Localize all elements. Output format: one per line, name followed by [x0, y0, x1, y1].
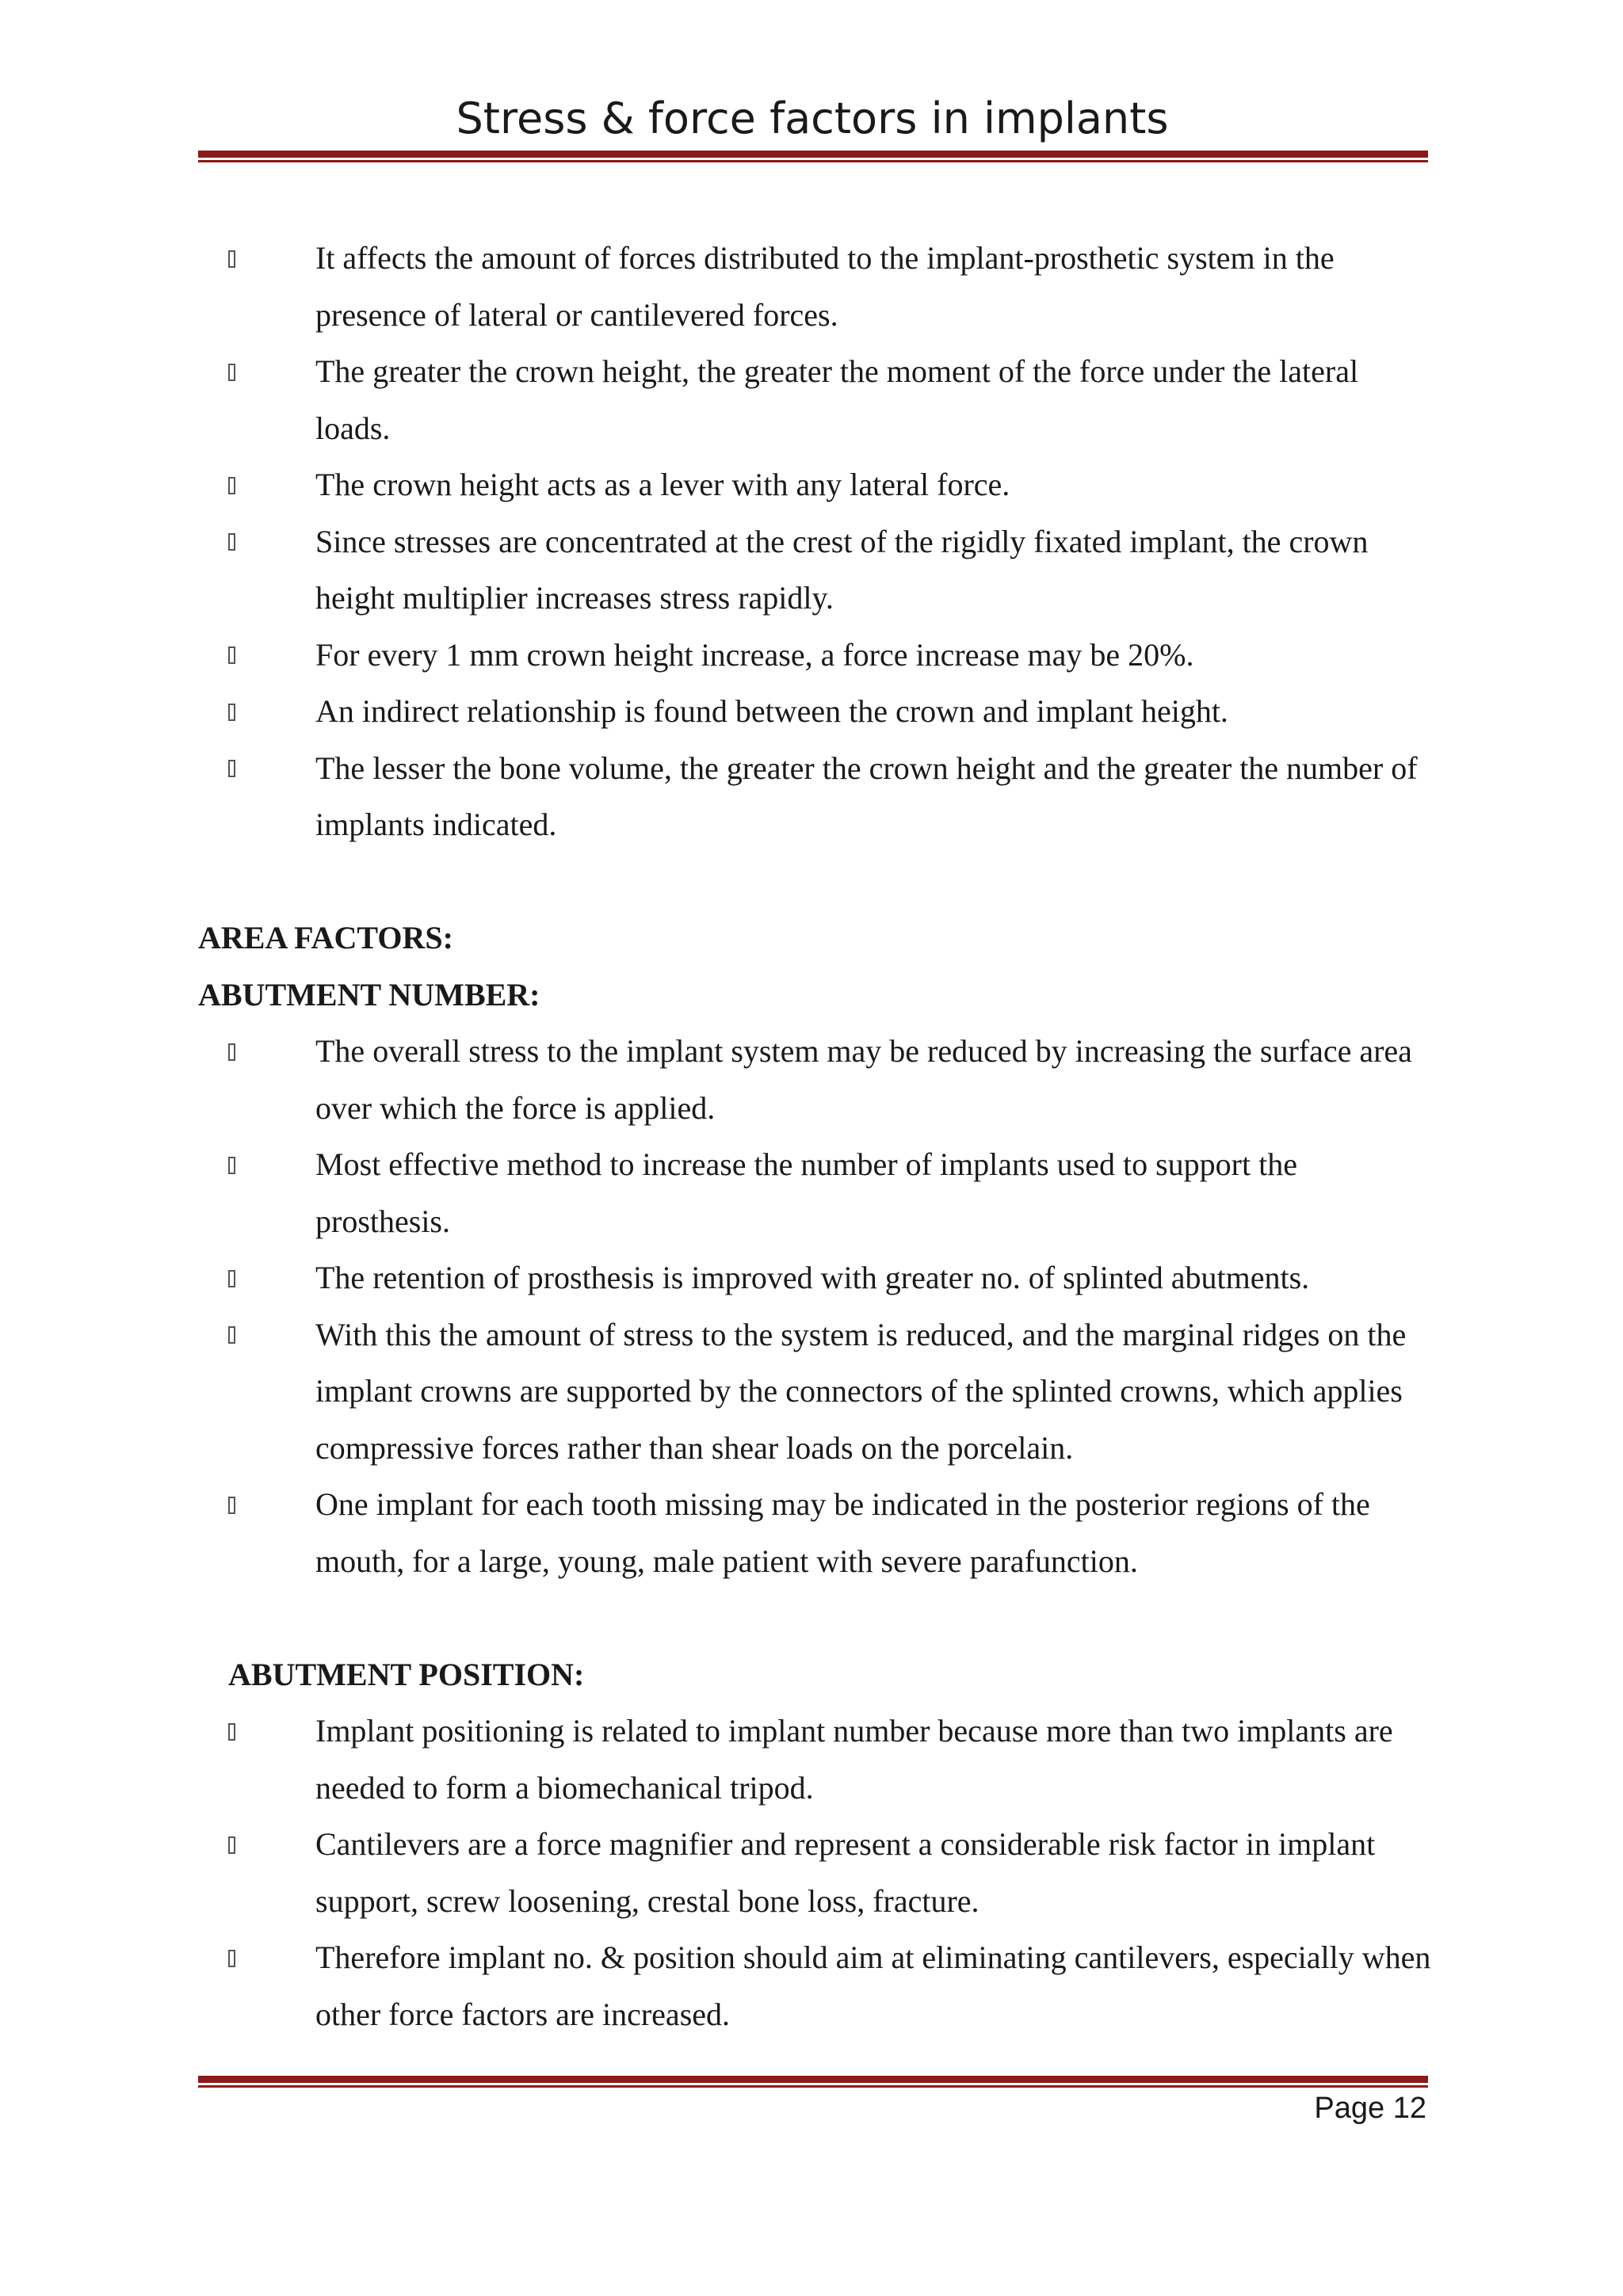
list-item-text: One implant for each tooth missing may be indicated in the posterior regions of the mouth, for a large, young, male patient with severe parafunction. [315, 1486, 1370, 1579]
bullet-marker-icon [228, 1929, 239, 1986]
list-item-text: With this the amount of stress to the system is reduced, and the marginal ridges on the implant crowns are supported by the connectors of the splinted crowns, which applies compressive forces rather than shear loads on the porcelain. [315, 1316, 1407, 1466]
bullet-marker-icon [228, 1306, 239, 1363]
list-item-text: The retention of prosthesis is improved with greater no. of splinted abutments. [315, 1260, 1310, 1295]
list-item-text: The overall stress to the implant system may be reduced by increasing the surface area over which the force is applied. [315, 1033, 1412, 1126]
list-item [198, 1703, 1434, 1816]
bullet-marker-icon [228, 343, 239, 400]
header-divider [198, 151, 1428, 162]
list-item [198, 343, 1434, 456]
list-item [198, 1306, 1434, 1477]
bullet-marker-icon [228, 456, 239, 513]
list-item [198, 456, 1434, 513]
bullet-marker-icon [228, 1816, 239, 1873]
page-number: Page 12 [1314, 2092, 1426, 2125]
list-item [198, 1249, 1434, 1306]
bullet-marker-icon [228, 1703, 239, 1760]
list-item-text: The crown height acts as a lever with any lateral force. [315, 467, 1010, 502]
list-item [198, 627, 1434, 684]
list-item [198, 740, 1434, 853]
list-item-text: The greater the crown height, the greater the moment of the force under the lateral loads. [315, 353, 1359, 446]
bullet-marker-icon [228, 1023, 239, 1080]
list-item-text: It affects the amount of forces distributed to the implant-prosthetic system in the presence of lateral or cantilevered forces. [315, 240, 1335, 333]
bullet-marker-icon [228, 1476, 239, 1533]
bullet-marker-icon [228, 683, 239, 740]
list-item [198, 513, 1434, 627]
list-item-text: Therefore implant no. & position should aim at eliminating cantilevers, especially when other force factors are increased. [315, 1939, 1431, 2032]
list-item-text: An indirect relationship is found between the crown and implant height. [315, 693, 1228, 729]
bullet-marker-icon [228, 1249, 239, 1306]
bullet-marker-icon [228, 1136, 239, 1193]
bullet-marker-icon [228, 627, 239, 684]
list-item [198, 1816, 1434, 1929]
list-item-text: Implant positioning is related to implant number because more than two implants are needed to form a biomechanical tripod. [315, 1713, 1393, 1806]
bullet-marker-icon [228, 230, 239, 287]
list-item-text: Most effective method to increase the number of implants used to support the prosthesis. [315, 1146, 1297, 1239]
list-item [198, 1023, 1434, 1136]
bullet-marker-icon [228, 740, 239, 797]
list-item-text: Cantilevers are a force magnifier and represent a considerable risk factor in implant support, screw loosening, crestal bone loss, fracture. [315, 1826, 1376, 1919]
list-item-text: For every 1 mm crown height increase, a force increase may be 20%. [315, 636, 1194, 673]
bullet-marker-icon [228, 513, 239, 570]
list-item [198, 683, 1434, 740]
list-item [198, 1929, 1434, 2042]
subsection-heading-abutment-number: ABUTMENT NUMBER: [198, 976, 540, 1013]
subsection-heading-abutment-position: ABUTMENT POSITION: [228, 1656, 585, 1692]
section-heading-area-factors: AREA FACTORS: [198, 920, 453, 955]
page-header-title: Stress & force factors in implants [456, 93, 1169, 143]
page-content [198, 230, 1434, 2042]
list-item [198, 1476, 1434, 1589]
list-item [198, 230, 1434, 343]
footer-divider [198, 2076, 1428, 2088]
list-item [198, 1136, 1434, 1249]
list-item-text: The lesser the bone volume, the greater the crown height and the greater the number of implants indicated. [315, 749, 1418, 842]
list-item-text: Since stresses are concentrated at the crest of the rigidly fixated implant, the crown height multiplier increases stress rapidly. [315, 523, 1369, 616]
